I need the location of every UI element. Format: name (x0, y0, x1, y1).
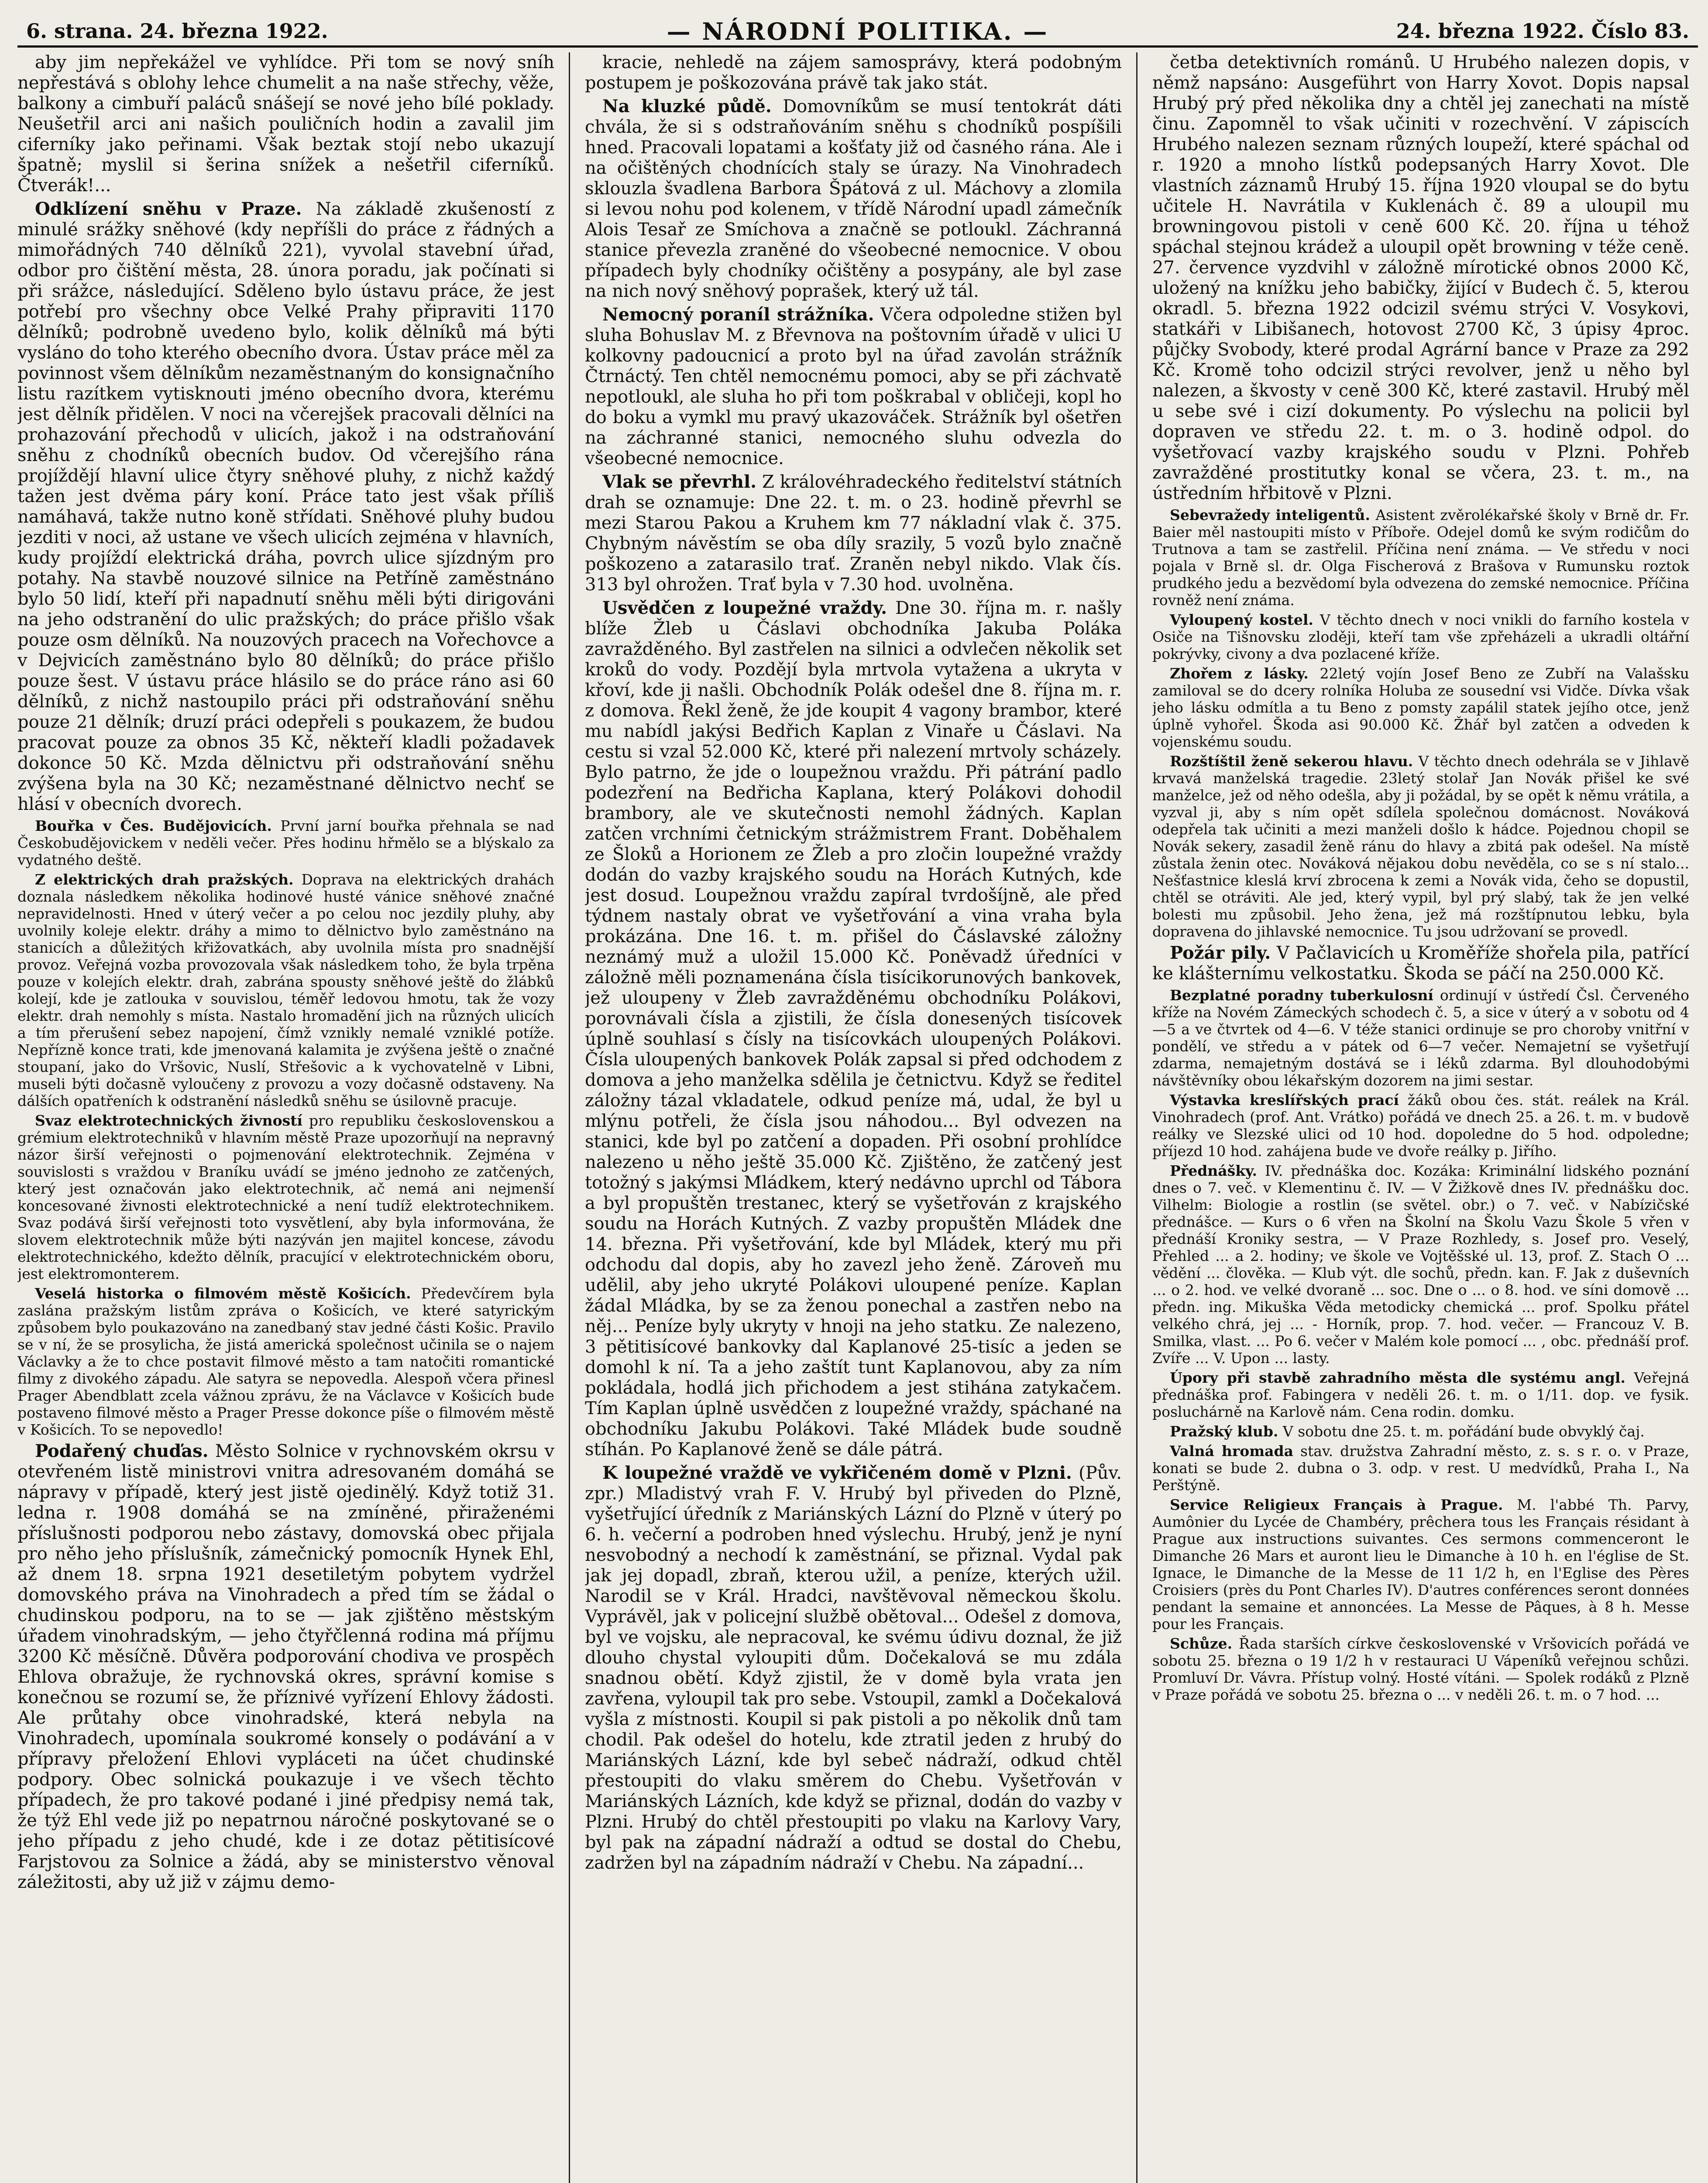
article-heading: Nemocný poraníl strážníka. (602, 304, 874, 325)
article-text: Na základě zkušeností z minulé srážky sněhové (kdy nepříšli do práce z řádných a mimořádných 740 dělníků 221), vyvolal stavební úřad, odbor pro čištění města, 28. února poradu, jak počínati si při srážce, následující. Sděleno bylo ústavu práce, že jest potřebí pro všechny obce Velké Prahy připraviti 1170 dělníků; podrobně uvedeno bylo, kolik dělníků má býti vysláno do toho kterého obecního dvora. Ústav práce měl za povinnost všem dělníkům nezaměstnaným do konsignačního listu razítkem vytisknouti jméno obecního dvora, kterému jest dělník přidělen. V noci na včerejšek pracovali dělníci na prohazování přechodů v ulicích, jakož i na odstraňování sněhu z chodníků obecních budov. Od včerejšího rána projíždějí hlavní ulice čtyry sněhové pluhy, z nichž každý tažen jest dvěma páry koní. Práce tato jest však příliš namáhavá, takže nutno koně střídati. Sněhové pluhy budou jezditi v noci, až ustane ve všech ulicích zejména v hlavních, kudy projíždí elektrická dráha, povrch ulice sjízdným pro potahy. Na stavbě nouzové silnice na Petříně zaměstnáno bylo 50 lidí, kteří při napadnutí sněhu měli býti dirigováni na jeho odstranění do ulic pražských; do práce přišlo však pouze osm dělníků. Na nouzových pracech na Vořechovce a v Dejvicích zaměstnáno bylo 80 dělníků; do práce přišlo pouze šest. V ústavu práce hlásilo se do práce ráno asi 60 dělníků, z nichž nastoupilo práci při odstraňování sněhu pouze 21 dělník; druzí práci odepřeli s poukazem, že budou pracovat pouze za obnos 35 Kč, někteří kladli požadavek dokonce 50 Kč. Mzda dělnictvu při odstraňování sněhu zvýšena byla na 30 Kč; nezaměstnané dělnictvo nechť se hlásí v obecních dvorech. (17, 199, 554, 814)
article-paragraph (17, 199, 554, 815)
article-heading: Vlak se převrhl. (602, 472, 757, 492)
article-paragraph (1152, 943, 1689, 984)
article-paragraph (1152, 753, 1689, 940)
article-paragraph (1152, 52, 1689, 504)
article-paragraph (585, 304, 1122, 469)
article-heading: Vyloupený kostel. (1170, 611, 1313, 628)
article-text: První jarní bouřka přehnala se nad Českobudějovickem v neděli večer. Přes hodinu hřmělo se a blýskalo za vydatného deště. (17, 817, 554, 868)
article-paragraph (1152, 987, 1689, 1089)
article-paragraph (17, 871, 554, 1109)
article-text: Včera odpoledne stižen byl sluha Bohuslav M. z Břevnova na poštovním úřadě v ulici U kolkovny padoucnicí a proto byl na úřad zavolán strážník Čtrnáctý. Ten chtěl nemocnému pomoci, aby se při záchvatě nepotloukl, ale sluha ho při tom poškrabal v obličeji, kopl ho do boku a vymkl mu pravý ukazováček. Strážník byl ošetřen na záchranné stanici, nemocného sluhu odvezla do všeobecné nemocnice. (585, 305, 1122, 468)
article-heading: Na kluzké půdě. (602, 96, 772, 117)
article-heading: Valná hromada (1170, 1443, 1294, 1460)
column-rule (1136, 52, 1138, 2183)
article-text: Domovníkům se musí tentokrát dáti chvála, že si s odstraňováním sněhu s chodníků pospíšili hned. Pracovali lopatami a košťaty již od časného rána. Ale i na očištěných chodnících staly se úrazy. Na Vinohradech sklouzla švadlena Barbora Špátová z ul. Máchovy a zlomila si levou nohu pod kolenem, v třídě Národní upadl zámečník Alois Tesař ze Smíchova a značně se potloukl. Záchranná stanice převezla zraněné do všeobecné nemocnice. V obou případech byly chodníky očištěny a posypány, ale byl zase na nich nový sněhový poprašek, který už tál. (585, 96, 1122, 301)
article-paragraph (1152, 611, 1689, 662)
article-heading: Bouřka v Čes. Budějovicích. (35, 817, 272, 834)
article-paragraph (1152, 1423, 1689, 1440)
article-heading: K loupežné vraždě ve vykřičeném domě v Plzni. (602, 1463, 1072, 1483)
issue-date-number: 24. března 1922. Číslo 83. (1396, 19, 1689, 43)
article-text: V těchto dnech v noci vnikli do farního kostela v Osiče na Tišnovsku zloději, kteří tam vše zpřeházeli a ukradli oltářní pokrývky, civony a dva pozlacené kříže. (1152, 611, 1689, 662)
article-text: Město Solnice v rychnovském okrsu v otevřeném listě ministrovi vnitra adresovaném domáhá se nápravy v případě, který jest jistě ojedinělý. Když totiž 31. ledna r. 1908 domáhá se na zmíněné, přiraženémi příslušnosti podporou nebo zástavy, domovská obec přijala pro něho jeho příslušník, zámečnický pomocník Hynek Ehl, až dnem 18. srpna 1921 desetiletým pobytem vydržel domovského práva na Vinohradech a před tím se žádal o chudinskou podporu, na to se — jak zjištěno městským úřadem vinohradským, — jeho čtyřčlenná rodina má příjmu 3200 Kč měsíčně. Důvěra podporování chodiva ve prospěch Ehlova obražuje, že rychnovská okres, správní komise s konečnou se rozumí se, že příznivé vyřízení Ehlovy žádosti. Ale průtahy obce vinohradské, která nebyla na Vinohradech, upomínala soukromé konsely o podávání a v přípravy přeložení Ehlovi vypláceti na účet chudinské podpory. Obec solnická poukazuje i ve všech těchto případech, že pro takové podané i jiné předpisy nemá tak, že týž Ehl vede již po nepatrnou náročné poskytované se o jeho případu z jeho chudé, kde i ze dotaz pětitisícové Farjstovou za Solnice a žádá, aby se ministerstvo věnoval záležitosti, aby už již v zájmu demo- (17, 1441, 554, 1892)
article-heading: Bezplatné poradny tuberkulosní (1170, 987, 1433, 1004)
article-paragraph (1152, 665, 1689, 750)
article-paragraph (1152, 1092, 1689, 1160)
column-rule (569, 52, 570, 2183)
article-text: V Pačlavicích u Kroměříže shořela pila, patřící ke klášternímu velkostatku. Škoda se páčí na 250.000 Kč. (1152, 943, 1689, 984)
article-paragraph (585, 472, 1122, 595)
newspaper-title: — NÁRODNÍ POLITIKA. — (667, 17, 1049, 45)
article-heading: Výstavka kreslířských prací (1170, 1092, 1399, 1109)
article-text: kracie, nehledě na zájem samosprávy, která podobným postupem je poškozována právě tak jako stát. (585, 52, 1122, 93)
article-heading: Přednášky. (1170, 1162, 1257, 1179)
article-paragraph (1152, 1496, 1689, 1632)
article-text: aby jim nepřekážel ve vyhlídce. Při tom se nový sníh nepřestává s oblohy lehce chumelit a na naše střechy, věže, balkony a cimbuří paláců snášejí se nové jeho bílé poklady. Neušetřil arci ani našich pouličních hodin a zavalil jim ciferníky jako peřinami. Však beztak stojí nebo ukazují špatně; myslil si šerina snížek a nešetřil ciferníků. Čtverák!... (17, 52, 554, 196)
article-paragraph (1152, 1635, 1689, 1703)
page-number-date: 6. strana. 24. března 1922. (26, 19, 328, 43)
article-paragraph (585, 96, 1122, 302)
article-text: žáků obou čes. stát. reálek na Král. Vinohradech (prof. Ant. Vrátko) pořádá ve dnech 25. a 26. t. m. v budově reálky ve Slezské ulici od 10 hod. dopoledne do 5 hod. odpoledne; příjezd 10 hod. zahájena bude ve dvoře reálky p. Jiřího. (1152, 1092, 1689, 1160)
article-text: Veřejná přednáška prof. Fabingera v neděli 26. t. m. o 1/11. dop. ve fysik. posluchárně na Karlově nám. Cena rodin. domku. (1152, 1369, 1689, 1420)
article-heading: Odklízení sněhu v Praze. (35, 199, 302, 219)
article-text: Dne 30. října m. r. našly blíže Žleb u Čáslavi obchodníka Jakuba Poláka zavražděného. Byl zastřelen na silnici a odvlečen několik set kroků do vody. Pozdějí byla mrtvola vytažena a ukryta v křoví, kde ji našli. Obchodník Polák odešel dne 8. října m. r. z domova. Řekl ženě, že jde koupit 4 vagony brambor, které mu nabídl jakýsi Bedřich Kaplan z Vinaře u Čáslavi. Na cestu si vzal 52.000 Kč, které při nalezení mrtvoly scházely. Bylo patrno, že jde o loupežnou vraždu. Při pátrání padlo podezření na Bedřicha Kaplana, který Polákovi dohodil brambory, ale ve skutečnosti nemohl žádných. Kaplan zatčen vrchními četnickým strážmistrem Frant. Doběhalem ze Šloků a Horionem ze Žleb a pro zločin loupežné vraždy dodán do vazby krajského soudu na Horách Kutných, kde jest dosud. Loupežnou vraždu zapíral tvrdošíjně, ale před týdnem nastaly obrat ve vyšetřování a vina vraha byla prokázána. Dne 16. t. m. přišel do Čáslavské záložny neznámý muž a uložil 15.000 Kč. Poněvadž úředníci v záložně měli poznamenána čísla tisícikorunových bankovek, jež uloupeny v Žleb zavražděnému obchodníku Polákovi, porovnávali čísla a zjistili, že čísla donesených tisícovek úplně souhlasí s čísly na tisícovkách uloupených Polákovi. Čísla uloupených bankovek Polák zapsal si před odchodem z domova a jeho manželka sdělila je četnictvu. Když se ředitel záložny tázal vkladatele, odkud peníze má, udal, že byl u mlýnu potřeli, že čísla jsou náhodou... Byl odvezen na stanici, kde byl po zatčení a dopaden. Při osobní prohlídce nalezeno u něho ještě 35.000 Kč. Zjištěno, že zatčený jest totožný s jakýmsi Mládkem, který nedávno uprchl od Tábora a byl propuštěn trestanec, který se vyšetřován z krajského soudu na Horách Kutných. Z vazby propuštěn Mládek dne 14. března. Při vyšetřování, kde byl Mládek, který mu při odchodu dal dopis, aby ho zavezl jeho ženě. Zároveň mu udělil, aby jeho ukryté Polákovi uloupené peníze. Kaplan žádal Mládka, by se za ženou ponechal a zastřen nebo na něj... Peníze byly ukryty v hnoji na jeho statku. Ze nalezeno, 3 pětitisícové bankovky dal Kaplanové 25-tisíc a jeden se domohl k ní. Ta a jeho zaštít tunt Kaplanovou, aby za ním pokládala, hodlá jich přichodem a jest stihána zatykačem. Tím Kaplan úplně usvědčen z loupežné vraždy, spáchané na obchodníku Jakubu Polákovi. Také Mládek bude soudně stíhán. Po Kaplanové ženě se dále pátrá. (585, 598, 1122, 1460)
article-paragraph (585, 52, 1122, 93)
article-heading: Rozštíštil ženě sekerou hlavu. (1170, 753, 1413, 770)
masthead (17, 13, 1698, 48)
article-text: Asistent zvěrolékařské školy v Brně dr. Fr. Baier měl nastoupiti místo v Příboře. Odejel domů ke svým rodičům do Trutnova a tam se zastřelil. Příčina není známa. — Ve středu v noci pojala v Brně sl. dr. Olga Fischerová z Brašova v Rumunsku roztok prudkého jedu a bezvědomí byla odvezena do zemské nemocnice. Příčina rovněž není známa. (1152, 506, 1689, 609)
article-paragraph (17, 1441, 554, 1893)
article-heading: Schůze. (1170, 1635, 1233, 1652)
article-heading: Zhořem z lásky. (1170, 665, 1309, 682)
article-heading: Pražský klub. (1170, 1423, 1278, 1440)
article-heading: Service Religieux Français à Prague. (1170, 1496, 1503, 1513)
article-heading: Veselá historka o filmovém městě Košicích. (35, 1285, 411, 1302)
article-text: V sobotu dne 25. t. m. pořádání bude obvyklý čaj. (1282, 1423, 1645, 1440)
article-text: stav. družstva Zahradní město, z. s. s r. o. v Praze, konati se bude 2. dubna o 3. odp. v rest. U medvídků, Praha I., Na Perštýně. (1152, 1443, 1689, 1494)
article-paragraph (1152, 1369, 1689, 1420)
article-text: ordinují v ústředí Čsl. Červeného kříže na Novém Zámeckých schodech č. 5, a sice v úterý a v sobotu od 4—5 a ve čtvrtek od 4—6. V téže stanici ordinuje se pro choroby vnitřní v pondělí, ve středu a v pátek od 6—7 večer. Nemajetní se vyšetřují zdarma, nemajetným dostává se i léků zdarma. Byl dlouhodobými návštěvníky obou lékařským dozorem na jimi sestar. (1152, 987, 1689, 1089)
article-heading: Požár pily. (1170, 943, 1271, 963)
article-paragraph (17, 817, 554, 868)
article-heading: Úpory při stavbě zahradního města dle systému angl. (1170, 1369, 1626, 1386)
column-2 (585, 52, 1122, 2183)
column-3 (1152, 52, 1689, 2183)
article-paragraph (1152, 1443, 1689, 1494)
article-heading: Svaz elektrotechnických živností (35, 1112, 302, 1129)
article-paragraph (17, 52, 554, 196)
article-text: pro republiku československou a grémium elektrotechniků v hlavním městě Praze upozorňují na nepravný názor širší veřejnosti o pojmenování elektrotechnik. Zejména v souvislosti s vraždou v Braníku uvádí se jméno jednoho ze zatčených, který jest označován jako elektrotechnik, ač nemá ani nejmenší koncesované živnosti elektrotechnické a není tudíž elektrotechnikem. Svaz podává širší veřejnosti toto vysvětlení, aby byla informována, že slovem elektrotechnik může býti nazýván jen majitel koncese, závodu elektrotechnického, kdežto dělník, pracující v elektrotechnickém oboru, jest elektromonterem. (17, 1112, 554, 1282)
article-text: M. l'abbé Th. Parvy, Aumônier du Lycée de Chambéry, prêchera tous les Français résidant à Prague aux instructions suivantes. Ces sermons commenceront le Dimanche 26 Mars et auront lieu le Dimanche à 10 h. en l'église de St. Ignace, le Dimanche de la Messe de 11 1/2 h, en l'Eglise des Pères Croisiers (près du Pont Charles IV). D'autres conférences seront données pendant la semaine et annoncées. La Messe de Pâques, à 8 h. Messe pour les Français. (1152, 1496, 1689, 1632)
newspaper-page (17, 13, 1698, 2183)
article-heading: Sebevražedy inteligentů. (1170, 506, 1370, 523)
article-text: Z královéhradeckého ředitelství státních drah se oznamuje: Dne 22. t. m. o 23. hodině převrhl se mezi Starou Pakou a Kruhem km 77 nákladní vlak č. 375. Chybným návěstím se oba díly srazily, 5 vozů bylo značně poškozeno a zatarasilo trať. Zraněn nebyl nikdo. Vlak čís. 313 byl ohrožen. Trať byla v 7.30 hod. uvolněna. (585, 472, 1122, 595)
article-text: (Pův. zpr.) Mladistvý vrah F. V. Hrubý byl přiveden do Plzně, vyšetřující úředník z Mariánských Lázní do Plzně v úterý po 6. h. večerní a podroben hned výslechu. Hrubý, jenž je nyní nesvobodný a nechodí k zaměstnání, se přiznal. Vydal pak jak jej dopadl, zbraň, kterou užil, a peníze, kterých užil. Narodil se v Král. Hradci, navštěvoval německou školu. Vyprávěl, jak v policejní službě obětoval... Odešel z domova, byl ve vojsku, ale nepracoval, ke svému údivu doznal, že již dlouho chystal vyloupiti dům. Dočekalová se mu zdála snadnou obětí. Když zjistil, že v domě byla vrata jen zavřena, vyloupil tak pro sebe. Vstoupil, zamkl a Dočekalová vyšla z místnosti. Koupil si pak pistoli a po několik dnů tam chodil. Pak odešel do hotelu, kde ztratil jeden z hrubý do Mariánských Lázní, kde byl sebeč nádraží, odkud chtěl přestoupiti do vlaku směrem do Chebu. Vyšetřován v Mariánských Lázních, kde když se přiznal, dodán do vazby v Plzni. Hrubý do chtěl přestoupiti po vlaku na Karlovy Vary, byl pak na západní nádraží a odtud se dostal do Chebu, zadržen byl na západním nádraží v Chebu. Na západní... (585, 1463, 1122, 1873)
article-paragraph (1152, 506, 1689, 609)
column-1 (17, 52, 554, 2183)
article-text: V těchto dnech odehrála se v Jihlavě krvavá manželská tragedie. 23letý stolař Jan Novák přišel ke své manželce, jež od něho odešla, aby ji požádal, by se opět k němu vrátila, a vyzval ji, aby s ním opět sdílela společnou domácnost. Nováková odepřela tak učiniti a mezi manželi došlo k hádce. Pojednou chopil se Novák sekery, zasadil ženě ránu do hlavy a zbitá pak odešel. Na místě zůstala ženin otec. Nováková nějakou dobu nevěděla, co se s ní stalo... Nešťastnice kleslá krví zbrocena k zemi a Novák vida, čeho se dopustil, chtěl se otráviti. Ale jed, který vypil, byl prý slabý, tak že jen velké bolesti mu způsobil. Jeho žena, jež má rozštípnutou lebku, byla dopravena do jihlavské nemocnice. Tu jsou udržovaní se provedl. (1152, 753, 1689, 940)
article-heading: Z elektrických drah pražských. (35, 871, 294, 888)
article-paragraph (17, 1112, 554, 1282)
article-text: IV. přednáška doc. Kozáka: Kriminální lidského poznání dnes o 7. več. v Klementinu č. IV. — V Žižkově dnes IV. přednášku doc. Vilhelm: Biologie a rostlin (se světel. obr.) o 7. več. v Nabízičské přednášce. — Kurs o 6 vřen na Školní na Školu Vazu Škole 5 vřen v přednáší Kroniky sestra, — V Praze Rozhledy, s. Josef pro. Veselý, Přehled ... a 2. hodiny; ve škole ve Vojtěšské ul. 13, prof. Z. Stach O ... vědění ... člověka. — Klub výt. dle sochů, předn. kan. F. Jak z duševních ... o 2. hod. ve velké dvoraně ... soc. Dne o ... o 8. hod. ve síni domově ... předn. ing. Mikuška Věda metodicky chemická ... prof. Spolku přátel velkého chrá, jej ... - Horník, prop. 7. hod. večer. — Francouz V. B. Smilka, vlast. ... Po 6. večer v Malém kole pomocí ... , obc. přednáší prof. Zvíře ... V. Upon ... lasty. (1152, 1162, 1689, 1367)
article-paragraph (17, 1285, 554, 1438)
article-heading: Podařený chuďas. (35, 1441, 209, 1461)
article-paragraph (585, 598, 1122, 1460)
article-heading: Usvědčen z loupežné vraždy. (602, 598, 887, 618)
article-text: Řada starších církve československé v Vršovicích pořádá ve sobotu 25. března o 19 1/2 h v restauraci U Vápeníků veřejnou schůzi. Promluví Dr. Vávra. Přístup volný. Hosté vítáni. — Spolek rodáků z Plzně v Praze pořádá ve sobotu 25. března o ... v neděli 26. t. m. o 7 hod. ... (1152, 1635, 1689, 1703)
article-paragraph (585, 1463, 1122, 1873)
article-columns (17, 52, 1698, 2183)
article-text: Doprava na elektrických drahách doznala následkem několika hodinové husté vánice sněhové značné nepravidelnosti. Hned v úterý večer a po celou noc jezdily pluhy, aby uvolnily koleje elektr. dráhy a mimo to dělnictvo bylo zaměstnáno na stanicích a důležitých křižovatkách, aby uvolnila místa pro snadnější provoz. Veřejná vozba provozovala však následkem toho, že byla trpěna pouze v kolejích elektr. drah, zabrána spousty sněhové ještě do žlábků kolejí, kde je zatlouka v souvislou, téměř ledovou hmotu, tak že vozy elektr. drah nemohly s místa. Nastalo hromadění jich na různých ulicích a tím přerušení sebez napojení, čímž vznikly nemalé vzniklé potíže. Nepřízně konce trati, kde jmenovaná kalamita je zvýšena ještě o značné stoupaní, jako do Vršovic, Nuslí, Střešovic a k vychovatelně v Libni, museli býti dočasně vyloučeny z provozu a vozy dočasně odstaveny. Na dálších opatřeních k odstranění následků sněhu se úsilovně pracuje. (17, 871, 554, 1109)
article-text: 22letý vojín Josef Beno ze Zubří na Valašsku zamiloval se do dcery rolníka Holuba ze sousední vsi Vidče. Dívka však jeho lásku odmítla a tu Beno z pomsty zapálil statek jejího otce, jenž úplně vyhořel. Škoda asi 90.000 Kč. Žhář byl zatčen a odveden k vojenskému soudu. (1152, 665, 1689, 750)
article-paragraph (1152, 1162, 1689, 1367)
article-text: Předevčírem byla zaslána pražským listům zpráva o Košicích, ve které satyrickým způsobem bylo poukazováno na zanedbaný stav jedné části Košic. Pravilo se v ní, že se prosylicha, že jistá americká společnost učinila se o najem Václavky a že to chce postavit filmové město a tam natočiti romantické filmy z divokého západu. Ale satyra se nepovedla. Alespoň včera přinesl Prager Abendblatt zcela vážnou zprávu, že na Václavce v Košicích bude postaveno filmové město a Prager Presse dokonce píše o filmovém městě v Košicích. To se nepovedlo! (17, 1285, 554, 1438)
article-text: četba detektivních románů. U Hrubého nalezen dopis, v němž napsáno: Ausgeführt von Harry Xovot. Dopis napsal Hrubý prý před několika dny a chtěl jej zanechati na místě činu. Zapomněl to však učiniti v rozechvění. V zápiscích Hrubého nalezen seznam různých loupeží, které spáchal od r. 1920 a mnoho lístků podepsaných Harry Xovot. Dle vlastních záznamů Hrubý 15. října 1920 vloupal se do bytu učitele H. Navrátila v Kuklenách č. 89 a uloupil mu browningovou pistoli v ceně 600 Kč. 20. října u téhož spáchal stejnou krádež a uloupil opět browning v téže ceně. 27. července vyzdvihl v záložně mírotické obnos 2000 Kč, uložený na knížku jeho babičky, žijící v Budech č. 5, kterou okradl. 5. března 1922 odcizil svému strýci V. Vosykovi, statkáři v Libišanech, hotovost 2700 Kč, 3 úpisy 4proc. půjčky Svobody, které prodal Agrární bance v Praze za 292 Kč. Kromě toho odcizil strýci revolver, jenž u něho byl nalezen, a škvosty v ceně 300 Kč, které zastavil. Hrubý měl u sebe své i cizí dokumenty. Po výslechu na policii byl dopraven ve středu 22. t. m. o 3. hodině odpol. do vyšetřovací vazby krajského soudu v Plzni. Pohřeb zavražděné prostitutky konal se včera, 23. t. m., na ústředním hřbitově v Plzni. (1152, 52, 1689, 503)
